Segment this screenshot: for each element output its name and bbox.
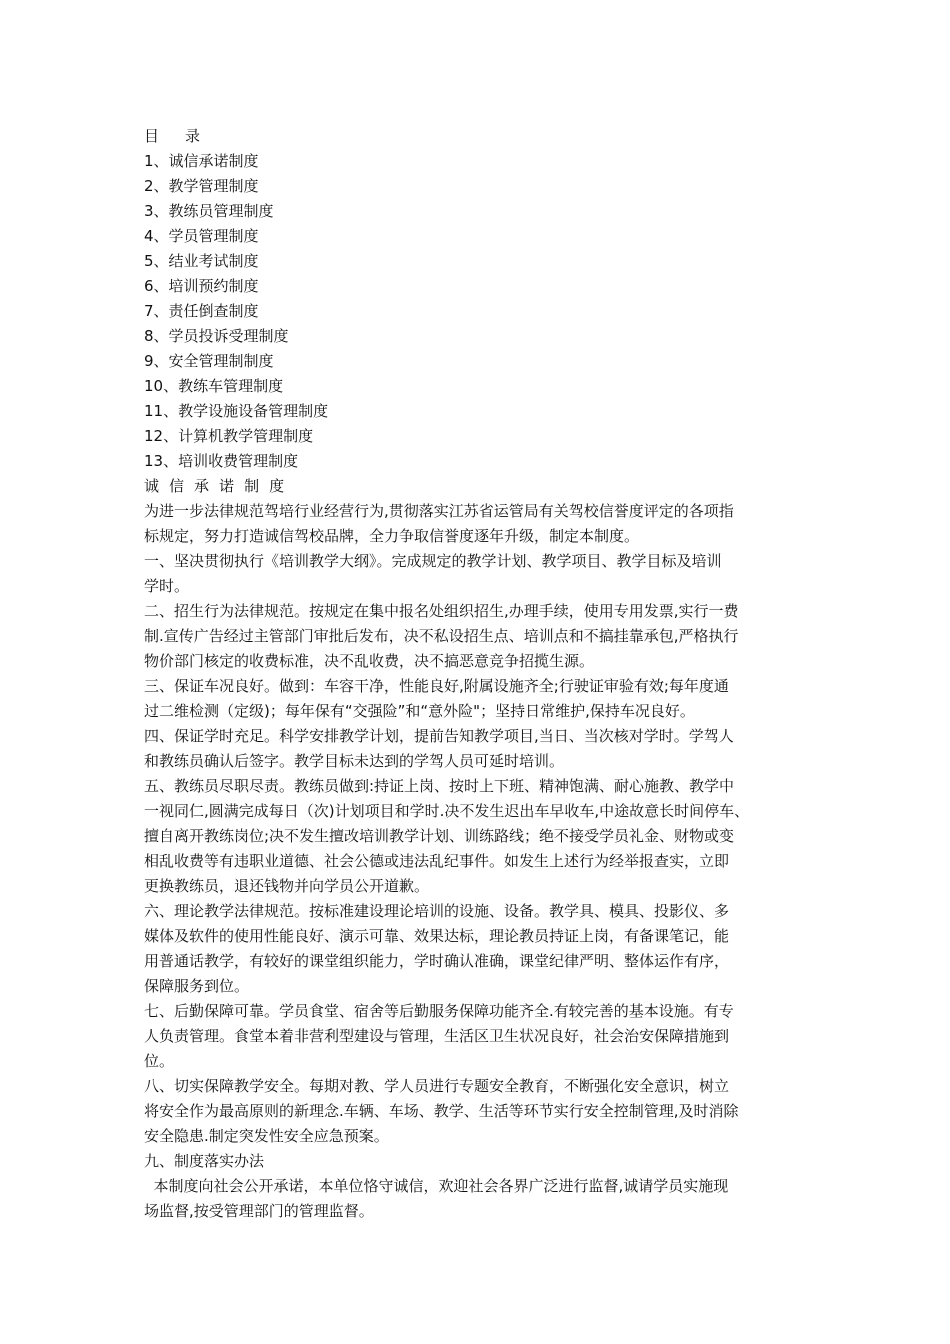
toc-item: 1、诚信承诺制度	[144, 152, 259, 170]
paragraph-line: 七、后勤保障可靠。学员食堂、宿舍等后勤服务保障功能齐全.有较完善的基本设施。有专	[144, 1002, 734, 1020]
toc-item: 10、教练车管理制度	[144, 377, 284, 395]
paragraph-line: 和教练员确认后签字。教学目标未达到的学驾人员可延时培训。	[144, 752, 565, 770]
paragraph-clause-2	[144, 599, 824, 674]
paragraph-line: 制.宣传广告经过主管部门审批后发布，决不私设招生点、培训点和不搞挂靠承包,严格执行	[144, 627, 739, 645]
section-title-char: 信	[169, 477, 185, 495]
toc-item: 9、安全管理制制度	[144, 352, 274, 370]
paragraph-line: 将安全作为最高原则的新理念.车辆、车场、教学、生活等环节实行安全控制管理,及时消除	[144, 1102, 739, 1120]
toc-title	[144, 124, 824, 149]
toc-item: 7、责任倒查制度	[144, 302, 259, 320]
paragraph-closing	[144, 1174, 824, 1224]
paragraph-line: 人负责管理。食堂本着非营利型建设与管理，生活区卫生状况良好，社会治安保障措施到	[144, 1027, 730, 1045]
section-paragraphs	[144, 499, 824, 1224]
paragraph-line: 用普通话教学，有较好的课堂组织能力，学时确认准确，课堂纪律严明、整体运作有序，	[144, 952, 730, 970]
paragraph-clause-6	[144, 899, 824, 999]
paragraph-line: 物价部门核定的收费标准，决不乱收费，决不搞恶意竞争招揽生源。	[144, 652, 595, 670]
toc-item: 4、学员管理制度	[144, 227, 259, 245]
paragraph-line: 为进一步法律规范驾培行业经营行为,贯彻落实江苏省运管局有关驾校信誉度评定的各项指	[144, 502, 734, 520]
section-title-char: 承	[194, 477, 210, 495]
paragraph-line: 更换教练员，退还钱物并向学员公开道歉。	[144, 877, 430, 895]
paragraph-line: 相乱收费等有违职业道德、社会公德或违法乱纪事件。如发生上述行为经举报查实，立即	[144, 852, 730, 870]
toc-item: 8、学员投诉受理制度	[144, 327, 289, 345]
toc-item: 3、教练员管理制度	[144, 202, 274, 220]
paragraph-clause-1	[144, 549, 824, 599]
paragraph-clause-4	[144, 724, 824, 774]
section-title-char: 制	[244, 477, 260, 495]
document-body	[144, 124, 824, 1224]
paragraph-clause-3	[144, 674, 824, 724]
toc-item: 11、教学设施设备管理制度	[144, 402, 329, 420]
paragraph-intro	[144, 499, 824, 549]
section-title-char: 诺	[219, 477, 235, 495]
toc-list	[144, 149, 824, 474]
toc-title-char-2: 录	[185, 127, 201, 145]
paragraph-line: 一、坚决贯彻执行《培训教学大纲》。完成规定的教学计划、教学项目、教学目标及培训	[144, 552, 722, 570]
paragraph-line: 九、制度落实办法	[144, 1152, 265, 1170]
toc-title-char-1: 目	[144, 127, 160, 145]
paragraph-clause-5	[144, 774, 824, 899]
toc-item: 12、计算机教学管理制度	[144, 427, 314, 445]
paragraph-line: 擅自离开教练岗位;决不发生擅改培训教学计划、训练路线；绝不接受学员礼金、财物或变	[144, 827, 735, 845]
toc-item: 13、培训收费管理制度	[144, 452, 299, 470]
paragraph-line: 保障服务到位。	[144, 977, 250, 995]
paragraph-line: 三、保证车况良好。做到：车容干净，性能良好,附属设施齐全;行驶证审验有效;每年度通	[144, 677, 729, 695]
paragraph-line: 四、保证学时充足。科学安排教学计划，提前告知教学项目,当日、当次核对学时。学驾人	[144, 727, 734, 745]
toc-item: 2、教学管理制度	[144, 177, 259, 195]
section-title-char: 诚	[144, 477, 160, 495]
paragraph-line: 八、切实保障教学安全。每期对教、学人员进行专题安全教育，不断强化安全意识，树立	[144, 1077, 730, 1095]
toc-item: 6、培训预约制度	[144, 277, 259, 295]
paragraph-clause-8	[144, 1074, 824, 1149]
paragraph-line: 位。	[144, 1052, 175, 1070]
section-title-char: 度	[269, 477, 285, 495]
paragraph-line: 场监督,按受管理部门的管理监督。	[144, 1202, 374, 1220]
paragraph-line: 本制度向社会公开承诺，本单位恪守诚信，欢迎社会各界广泛进行监督,诚请学员实施现	[144, 1177, 729, 1195]
paragraph-line: 安全隐患.制定突发性安全应急预案。	[144, 1127, 389, 1145]
paragraph-line: 一视同仁,圆满完成每日（次)计划项目和学时.决不发生迟出车早收车,中途故意长时间停车、	[144, 802, 750, 820]
paragraph-line: 媒体及软件的使用性能良好、演示可靠、效果达标，理论教员持证上岗，有备课笔记，能	[144, 927, 730, 945]
paragraph-line: 二、招生行为法律规范。按规定在集中报名处组织招生,办理手续，使用专用发票,实行一费	[144, 602, 739, 620]
paragraph-line: 五、教练员尽职尽责。教练员做到:持证上岗、按时上下班、精神饱满、耐心施教、教学中	[144, 777, 735, 795]
paragraph-line: 学时。	[144, 577, 190, 595]
paragraph-line: 标规定，努力打造诚信驾校品牌，全力争取信誉度逐年升级，制定本制度。	[144, 527, 640, 545]
paragraph-clause-7	[144, 999, 824, 1074]
paragraph-line: 过二维检测（定级)；每年保有“交强险”和“意外险"；坚持日常维护,保持车况良好。	[144, 702, 695, 720]
paragraph-line: 六、理论教学法律规范。按标准建设理论培训的设施、设备。教学具、模具、投影仪、多	[144, 902, 730, 920]
paragraph-clause-9-heading	[144, 1149, 824, 1174]
section-title	[144, 474, 824, 499]
toc-item: 5、结业考试制度	[144, 252, 259, 270]
